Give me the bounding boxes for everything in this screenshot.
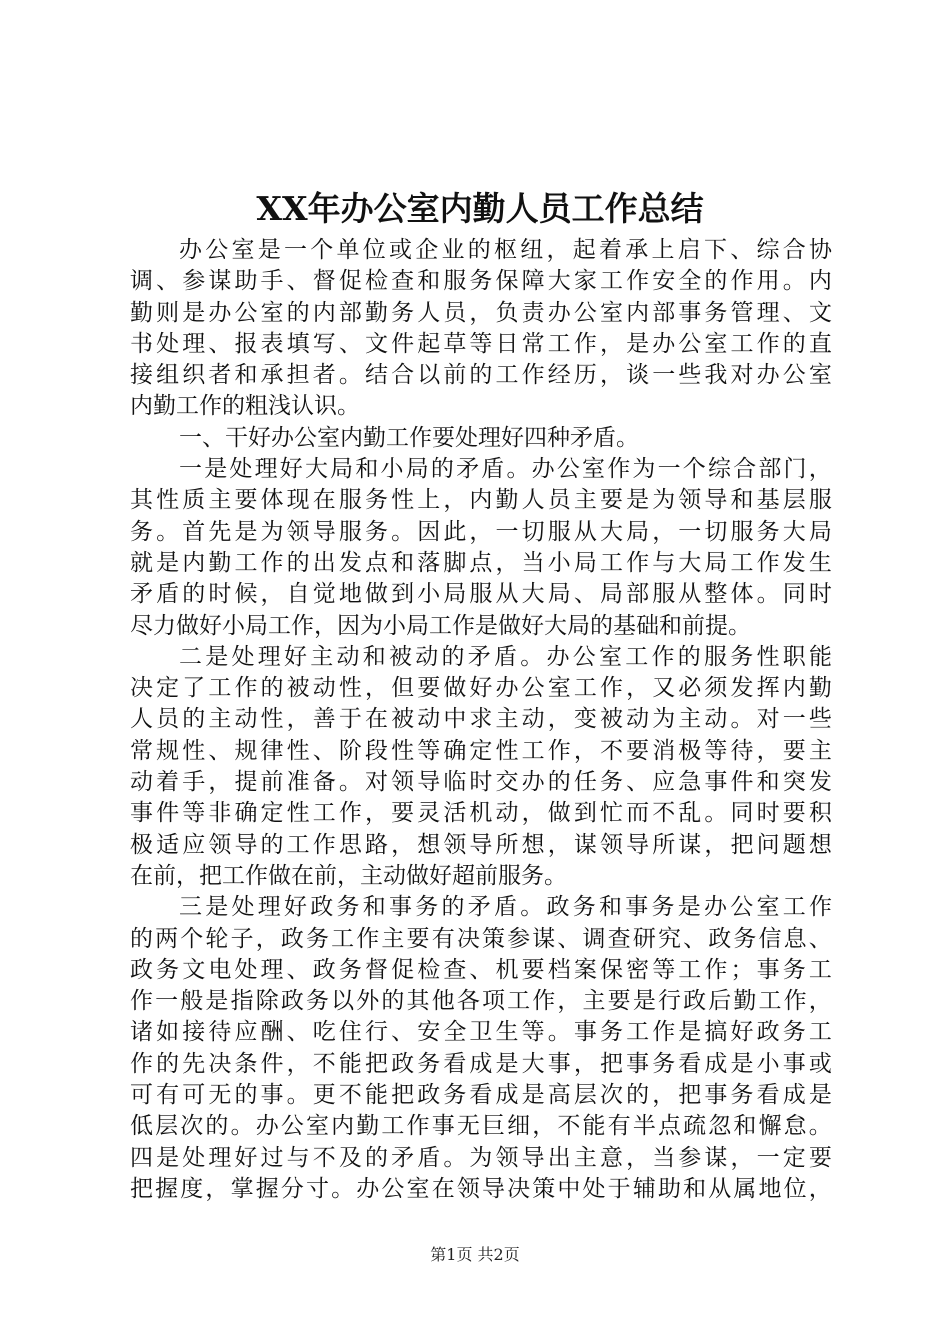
document-body: [130, 235, 832, 1205]
body-text-line: [130, 454, 832, 485]
body-text-line-content: 调 、 参 谋 助 手 、 督 促 检 查 和 服 务 保 障 大 家 工 作 安 全 的 作 用 。 内: [130, 268, 832, 295]
body-text-line: [130, 266, 832, 297]
body-text-line-content: 作 的 先 决 条 件 ， 不 能 把 政 务 看 成 是 大 事 ， 把 事 务 看 成 是 小 事 或: [130, 1050, 832, 1077]
body-text-line: [130, 611, 832, 642]
body-text-line: [130, 423, 832, 454]
body-text-line-content: 在前，把工作做在前，主动做好超前服务。: [130, 862, 567, 889]
body-text-line: [130, 1143, 832, 1174]
body-text-line-content: 政 务 文 电 处 理 、 政 务 督 促 检 查 、 机 要 档 案 保 密 等 工 作 ； 事 务 工: [130, 956, 832, 983]
body-text-line: [130, 924, 832, 955]
body-text-line: [130, 767, 832, 798]
body-text-line-content: 接 组 织 者 和 承 担 者 。 结 合 以 前 的 工 作 经 历 ， 谈 一 些 我 对 办 公 室: [130, 362, 832, 389]
body-text-line: [130, 861, 832, 892]
body-text-line: [130, 298, 832, 329]
body-text-line: [130, 986, 832, 1017]
body-text-line-content: 极 适 应 领 导 的 工 作 思 路 ， 想 领 导 所 想 ， 谋 领 导 所 谋 ， 把 问 题 想: [130, 831, 832, 858]
body-text-line: [130, 485, 832, 516]
body-text-line: [130, 798, 832, 829]
body-text-line: [130, 673, 832, 704]
body-text-line: [130, 736, 832, 767]
body-text-line-content: 办 公 室 是 一 个 单 位 或 企 业 的 枢 纽 ， 起 着 承 上 启 下 、 综 合 协: [179, 237, 832, 263]
body-text-line: [130, 1049, 832, 1080]
body-text-line-content: 内勤工作的粗浅认识。: [130, 393, 360, 420]
body-text-line-content: 动 着 手 ， 提 前 准 备 。 对 领 导 临 时 交 办 的 任 务 、 应 急 事 件 和 突 发: [130, 769, 832, 796]
body-text-line-content: 务 。 首 先 是 为 领 导 服 务 。 因 此 ， 一 切 服 从 大 局 ， 一 切 服 务 大 局: [130, 518, 832, 545]
body-text-line-content: 就 是 内 勤 工 作 的 出 发 点 和 落 脚 点 ， 当 小 局 工 作 与 大 局 工 作 发 生: [130, 549, 832, 576]
body-text-line-content: 低 层 次 的 。 办 公 室 内 勤 工 作 事 无 巨 细 ， 不 能 有 半 点 疏 忽 和 懈 怠 。: [130, 1113, 832, 1140]
body-text-line-content: 诸 如 接 待 应 酬 、 吃 住 行 、 安 全 卫 生 等 。 事 务 工 作 是 搞 好 政 务 工: [130, 1019, 832, 1046]
body-text-line: [130, 955, 832, 986]
body-text-line-content: 二 是 处 理 好 主 动 和 被 动 的 矛 盾 。 办 公 室 工 作 的 服 务 性 职 能: [179, 643, 832, 670]
body-text-line-content: 勤 则 是 办 公 室 的 内 部 勤 务 人 员 ， 负 责 办 公 室 内 部 事 务 管 理 、 文: [130, 299, 832, 326]
body-text-line: [130, 642, 832, 673]
body-text-line-content: 常 规 性 、 规 律 性 、 阶 段 性 等 确 定 性 工 作 ， 不 要 消 极 等 待 ， 要 主: [130, 737, 832, 764]
body-text-line-content: 四 是 处 理 好 过 与 不 及 的 矛 盾 。 为 领 导 出 主 意 ， 当 参 谋 ， 一 定 要: [130, 1144, 832, 1171]
body-text-line-content: 可 有 可 无 的 事 。 更 不 能 把 政 务 看 成 是 高 层 次 的 ， 把 事 务 看 成 是: [130, 1082, 832, 1109]
body-text-line: [130, 704, 832, 735]
body-text-line-content: 事 件 等 非 确 定 性 工 作 ， 要 灵 活 机 动 ， 做 到 忙 而 不 乱 。 同 时 要 积: [130, 800, 832, 827]
body-text-line-content: 书 处 理 、 报 表 填 写 、 文 件 起 草 等 日 常 工 作 ， 是 办 公 室 工 作 的 直: [130, 330, 832, 357]
body-text-line-content: 尽力做好小局工作，因为小局工作是做好大局的基础和前提。: [130, 612, 751, 639]
body-text-line-content: 三 是 处 理 好 政 务 和 事 务 的 矛 盾 。 政 务 和 事 务 是 办 公 室 工 作: [179, 894, 832, 921]
body-text-line: [130, 548, 832, 579]
body-text-line: [130, 1017, 832, 1048]
body-text-line-content: 一 是 处 理 好 大 局 和 小 局 的 矛 盾 。 办 公 室 作 为 一 个 综 合 部 门 ，: [179, 456, 832, 483]
body-text-line: [130, 360, 832, 391]
body-text-line: [130, 1174, 832, 1205]
body-text-line-content: 把 握 度 ， 掌 握 分 寸 。 办 公 室 在 领 导 决 策 中 处 于 辅 助 和 从 属 地 位 ，: [130, 1175, 832, 1202]
body-text-line-content: 人 员 的 主 动 性 ， 善 于 在 被 动 中 求 主 动 ， 变 被 动 为 主 动 。 对 一 些: [130, 706, 832, 733]
body-text-line: [130, 830, 832, 861]
body-text-line: [130, 329, 832, 360]
body-text-line-content: 一、干好办公室内勤工作要处理好四种矛盾。: [179, 424, 639, 451]
body-text-line-content: 的 两 个 轮 子 ， 政 务 工 作 主 要 有 决 策 参 谋 、 调 查 研 究 、 政 务 信 息 、: [130, 925, 832, 952]
body-text-line: [130, 1111, 832, 1142]
body-text-line: [130, 892, 832, 923]
body-text-line-content: 作 一 般 是 指 除 政 务 以 外 的 其 他 各 项 工 作 ， 主 要 是 行 政 后 勤 工 作 ，: [130, 988, 832, 1015]
body-text-line: [130, 1080, 832, 1111]
page-footer: 第1页 共2页: [430, 1245, 520, 1264]
document-title: XX年办公室内勤人员工作总结: [256, 189, 704, 228]
body-text-line: [130, 579, 832, 610]
body-text-line-content: 矛 盾 的 时 候 ， 自 觉 地 做 到 小 局 服 从 大 局 、 局 部 服 从 整 体 。 同 时: [130, 581, 832, 608]
body-text-line: [130, 517, 832, 548]
body-text-line: [130, 391, 832, 422]
body-text-line-content: 其 性 质 主 要 体 现 在 服 务 性 上 ， 内 勤 人 员 主 要 是 为 领 导 和 基 层 服: [130, 487, 832, 514]
body-text-line-content: 决 定 了 工 作 的 被 动 性 ， 但 要 做 好 办 公 室 工 作 ， 又 必 须 发 挥 内 勤: [130, 675, 832, 702]
body-text-line: [130, 235, 832, 266]
